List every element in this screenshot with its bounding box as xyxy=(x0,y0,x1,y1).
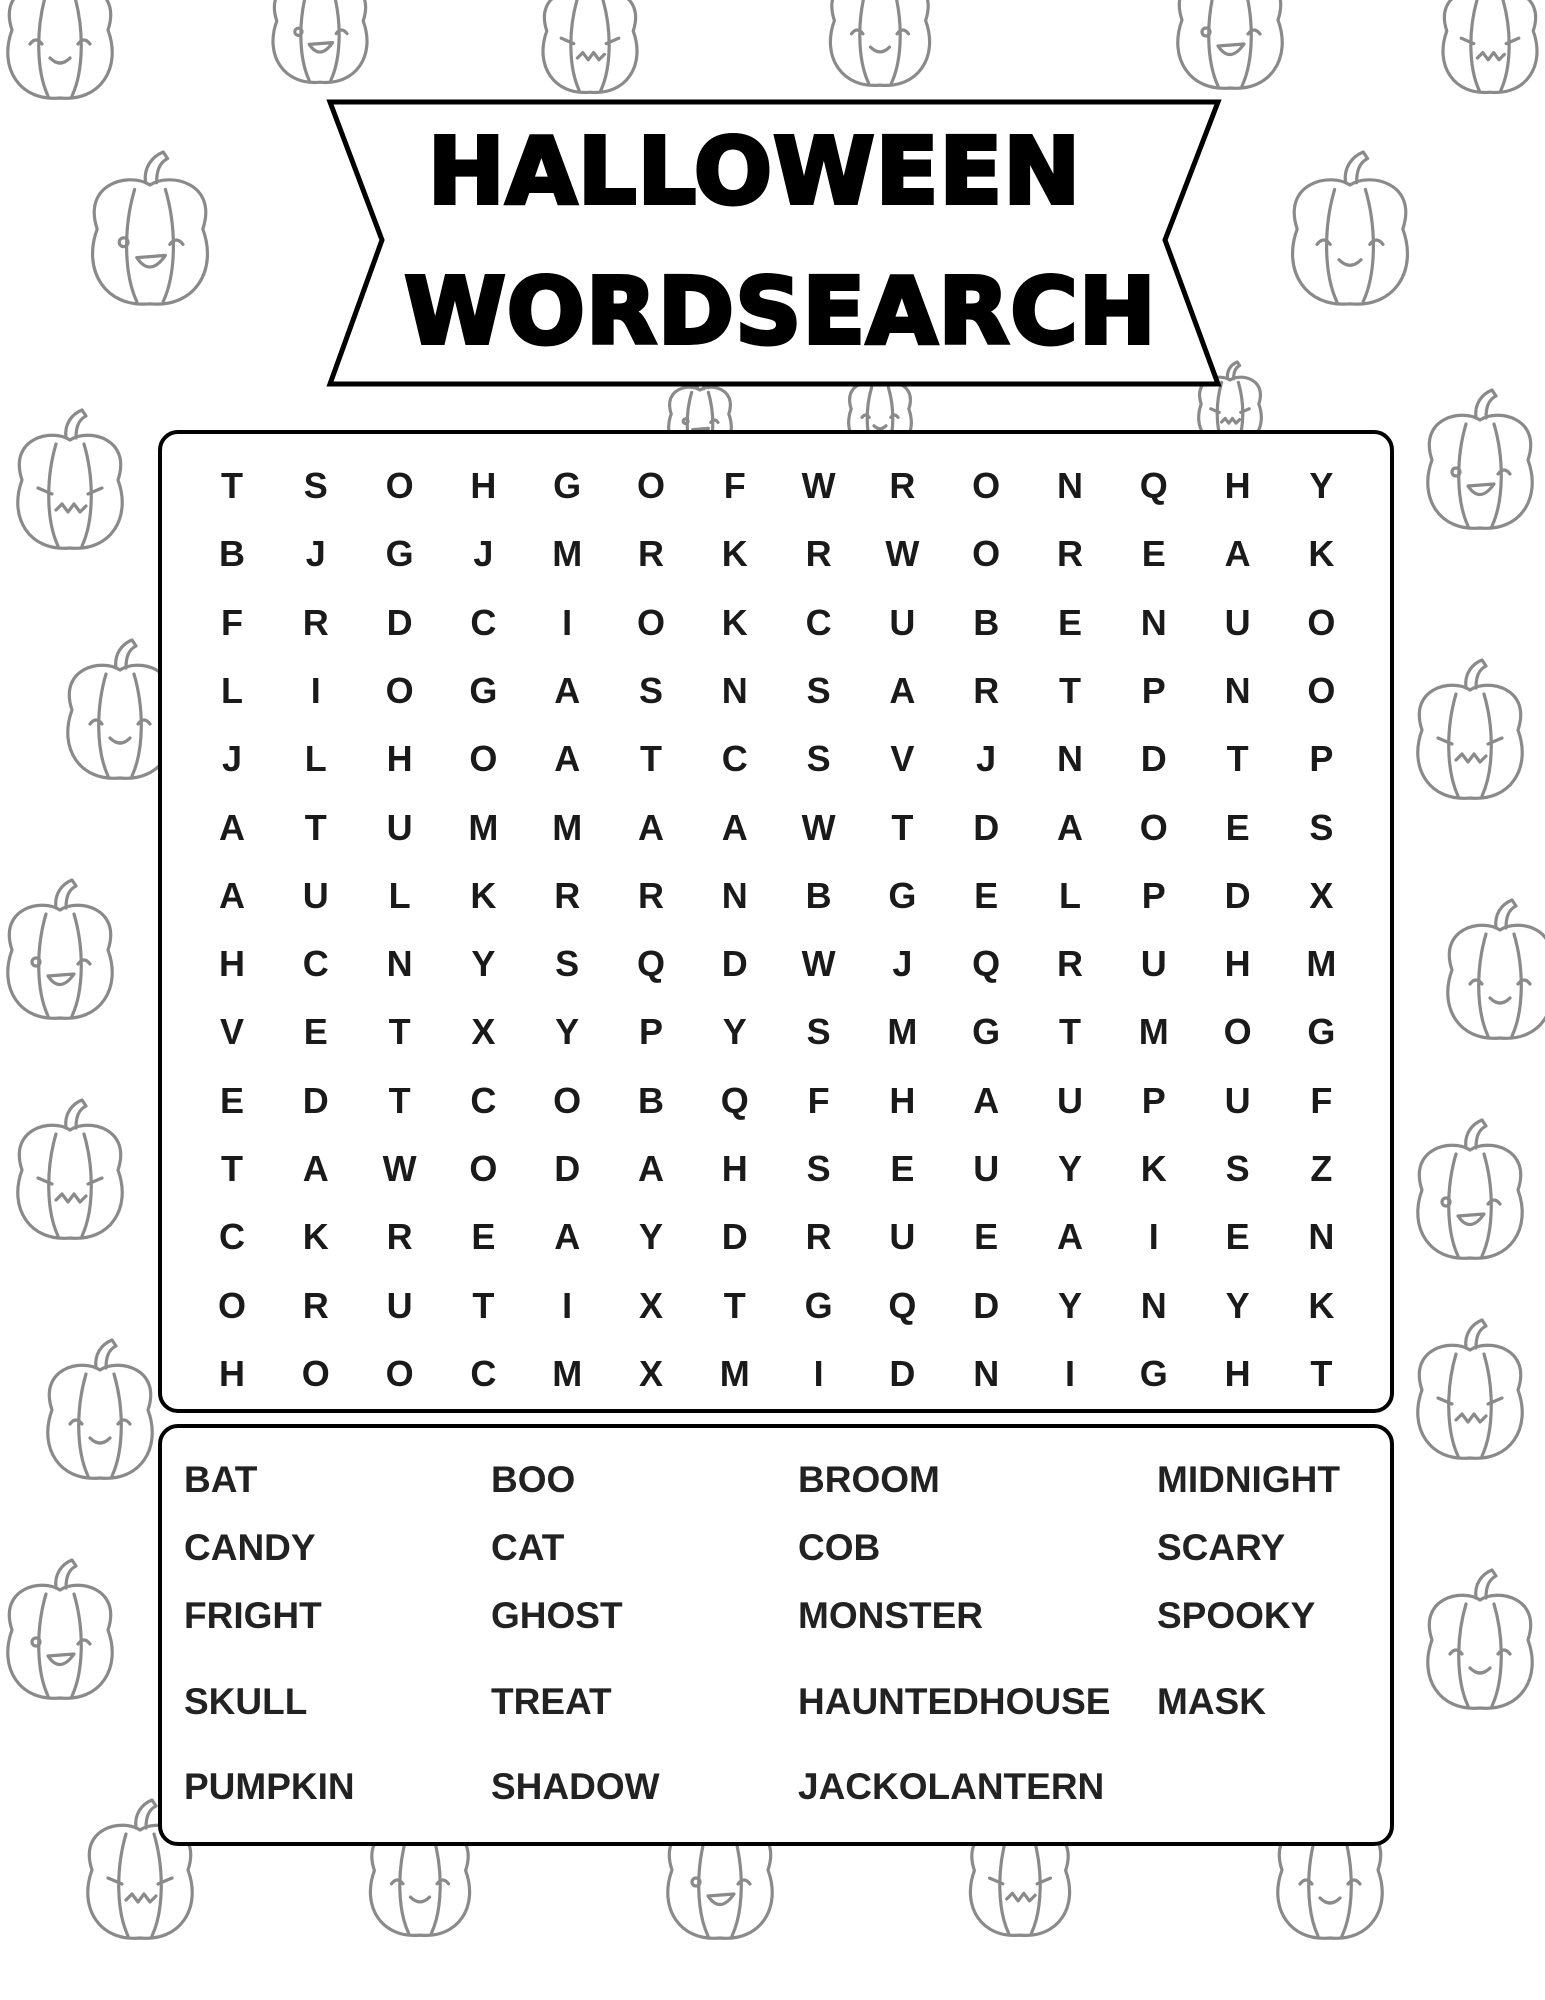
grid-letter[interactable]: U xyxy=(1224,601,1251,643)
grid-letter[interactable]: D xyxy=(721,1216,748,1258)
grid-letter[interactable]: Y xyxy=(471,943,496,985)
grid-letter[interactable]: O xyxy=(972,465,1001,506)
grid-letter[interactable]: T xyxy=(221,465,243,506)
grid-letter[interactable]: F xyxy=(723,465,746,506)
grid-letter[interactable]: W xyxy=(801,943,836,985)
grid-letter[interactable]: R xyxy=(302,601,329,643)
grid-letter[interactable]: L xyxy=(304,738,327,780)
grid-letter[interactable]: L xyxy=(1059,874,1081,916)
grid-letter[interactable]: O xyxy=(1307,669,1336,711)
grid-letter[interactable]: I xyxy=(1064,1352,1075,1394)
grid-letter[interactable]: U xyxy=(1224,1079,1251,1121)
grid-letter[interactable]: T xyxy=(1310,1352,1333,1394)
grid-letter[interactable]: L xyxy=(388,874,411,916)
grid-letter[interactable]: O xyxy=(385,1352,414,1394)
grid-letter[interactable]: C xyxy=(219,1216,245,1258)
grid-letter[interactable]: Y xyxy=(638,1216,663,1258)
grid-letter[interactable]: T xyxy=(723,1284,746,1326)
grid-letter[interactable]: U xyxy=(386,806,413,848)
grid-letter[interactable]: P xyxy=(1141,669,1166,711)
title-line-2: WORDSEARCH xyxy=(404,258,1157,365)
word-list-item: BROOM xyxy=(798,1459,940,1500)
grid-letter[interactable]: T xyxy=(221,1148,243,1189)
grid-letter[interactable]: T xyxy=(1059,669,1081,711)
grid-letter[interactable]: U xyxy=(889,1216,916,1258)
grid-letter[interactable]: O xyxy=(469,1148,498,1189)
grid-letter[interactable]: D xyxy=(721,943,748,985)
grid-letter[interactable]: N xyxy=(386,943,413,985)
letter-grid xyxy=(162,434,1390,1409)
grid-letter[interactable]: U xyxy=(1057,1079,1083,1121)
pumpkin-doodle-icon xyxy=(8,880,112,1018)
grid-letter[interactable]: C xyxy=(805,601,832,643)
grid-letter[interactable]: N xyxy=(1308,1216,1335,1258)
grid-letter[interactable]: F xyxy=(807,1079,830,1121)
grid-letter[interactable]: Y xyxy=(722,1011,747,1053)
grid-letter[interactable]: I xyxy=(813,1352,824,1394)
grid-letter[interactable]: U xyxy=(386,1284,413,1326)
grid-letter[interactable]: P xyxy=(1309,738,1334,780)
grid-letter[interactable]: R xyxy=(973,669,1000,711)
grid-letter[interactable]: O xyxy=(636,601,665,643)
grid-letter[interactable]: K xyxy=(470,874,497,916)
grid-letter[interactable]: F xyxy=(221,601,243,643)
grid-letter[interactable]: N xyxy=(721,874,748,916)
grid-letter[interactable]: A xyxy=(638,806,664,848)
grid-letter[interactable]: N xyxy=(1224,669,1251,711)
grid-letter[interactable]: A xyxy=(1057,806,1083,848)
grid-letter[interactable]: M xyxy=(1306,943,1337,985)
grid-letter[interactable]: P xyxy=(638,1011,663,1053)
grid-letter[interactable]: A xyxy=(1057,1216,1083,1258)
grid-letter[interactable]: K xyxy=(721,601,748,643)
grid-letter[interactable]: D xyxy=(554,1148,581,1189)
grid-letter[interactable]: O xyxy=(636,465,665,506)
grid-letter[interactable]: H xyxy=(721,1148,748,1189)
grid-letter[interactable]: R xyxy=(1057,533,1083,575)
grid-letter[interactable]: S xyxy=(806,1011,831,1053)
grid-letter[interactable]: T xyxy=(388,1011,411,1053)
grid-letter[interactable]: E xyxy=(974,1216,999,1258)
grid-letter[interactable]: E xyxy=(1141,533,1166,575)
grid-letter[interactable]: O xyxy=(385,465,414,506)
grid-letter[interactable]: G xyxy=(804,1284,833,1326)
grid-letter[interactable]: R xyxy=(805,1216,832,1258)
pumpkin-doodle-icon xyxy=(18,1100,122,1238)
grid-letter[interactable]: T xyxy=(472,1284,495,1326)
word-list-item: SPOOKY xyxy=(1157,1595,1316,1636)
pumpkin-doodle-icon xyxy=(1418,660,1522,798)
grid-letter[interactable]: Y xyxy=(1057,1284,1082,1326)
grid-letter[interactable]: W xyxy=(801,806,836,848)
grid-letter[interactable]: S xyxy=(638,669,663,711)
grid-letter[interactable]: R xyxy=(1057,943,1083,985)
pumpkin-doodle-icon xyxy=(18,410,122,548)
word-list-panel xyxy=(158,1424,1394,1846)
pumpkin-doodle-icon xyxy=(8,1560,112,1698)
grid-letter[interactable]: O xyxy=(553,1079,582,1121)
grid-letter[interactable]: F xyxy=(1310,1079,1333,1121)
word-list-item: BOO xyxy=(491,1459,576,1500)
grid-letter[interactable]: P xyxy=(1141,874,1166,916)
word-list-item: TREAT xyxy=(491,1681,612,1722)
grid-letter[interactable]: J xyxy=(221,738,243,780)
grid-letter[interactable]: L xyxy=(221,669,243,711)
word-list-item: CAT xyxy=(491,1527,565,1568)
grid-letter[interactable]: H xyxy=(219,1352,245,1394)
grid-letter[interactable]: A xyxy=(554,738,581,780)
grid-letter[interactable]: A xyxy=(219,874,245,916)
grid-letter[interactable]: D xyxy=(973,806,1000,848)
grid-letter[interactable]: X xyxy=(638,1284,663,1326)
grid-letter[interactable]: H xyxy=(1224,1352,1251,1394)
grid-letter[interactable]: B xyxy=(219,533,245,575)
grid-letter[interactable]: I xyxy=(1148,1216,1159,1258)
grid-letter[interactable]: K xyxy=(721,533,748,575)
grid-letter[interactable]: D xyxy=(973,1284,1000,1326)
grid-letter[interactable]: E xyxy=(471,1216,496,1258)
grid-letter[interactable]: I xyxy=(562,601,573,643)
grid-letter[interactable]: Q xyxy=(720,1079,749,1121)
grid-letter[interactable]: G xyxy=(553,465,582,506)
grid-letter[interactable]: K xyxy=(1308,1284,1335,1326)
word-list-item: COB xyxy=(798,1527,881,1568)
grid-letter[interactable]: P xyxy=(1141,1079,1166,1121)
grid-letter[interactable]: C xyxy=(470,601,497,643)
grid-letter[interactable]: H xyxy=(889,1079,916,1121)
grid-letter[interactable]: E xyxy=(303,1011,328,1053)
grid-letter[interactable]: N xyxy=(1140,1284,1167,1326)
grid-letter[interactable]: C xyxy=(302,943,329,985)
grid-letter[interactable]: J xyxy=(976,738,997,780)
grid-letter[interactable]: R xyxy=(554,874,581,916)
grid-letter[interactable]: H xyxy=(1224,465,1251,506)
word-list-item: JACKOLANTERN xyxy=(798,1766,1105,1807)
grid-letter[interactable]: A xyxy=(638,1148,664,1189)
grid-letter[interactable]: N xyxy=(1057,465,1083,506)
grid-letter[interactable]: U xyxy=(302,874,329,916)
grid-letter[interactable]: E xyxy=(1225,806,1250,848)
grid-letter[interactable]: R xyxy=(386,1216,413,1258)
grid-letter[interactable]: Z xyxy=(1310,1148,1333,1189)
grid-letter[interactable]: E xyxy=(1225,1216,1250,1258)
grid-letter[interactable]: M xyxy=(468,806,499,848)
grid-letter[interactable]: Q xyxy=(636,943,665,985)
word-list-item: MASK xyxy=(1157,1681,1266,1722)
grid-letter[interactable]: M xyxy=(552,533,583,575)
grid-letter[interactable]: G xyxy=(385,533,414,575)
grid-letter[interactable]: Y xyxy=(1309,465,1334,506)
grid-letter[interactable]: O xyxy=(217,1284,246,1326)
grid-letter[interactable]: I xyxy=(562,1284,573,1326)
grid-letter[interactable]: S xyxy=(303,465,328,506)
grid-letter[interactable]: V xyxy=(890,738,915,780)
grid-letter[interactable]: Q xyxy=(888,1284,917,1326)
grid-letter[interactable]: Y xyxy=(555,1011,580,1053)
grid-letter[interactable]: A xyxy=(973,1079,1000,1121)
grid-letter[interactable]: S xyxy=(806,669,831,711)
grid-letter[interactable]: M xyxy=(552,806,583,848)
pumpkin-doodle-icon xyxy=(1448,900,1545,1038)
grid-letter[interactable]: S xyxy=(806,738,831,780)
grid-letter[interactable]: J xyxy=(892,943,913,985)
grid-letter[interactable]: M xyxy=(1138,1011,1169,1053)
grid-letter[interactable]: N xyxy=(973,1352,1000,1394)
grid-letter[interactable]: T xyxy=(388,1079,411,1121)
grid-letter[interactable]: M xyxy=(552,1352,583,1394)
grid-letter[interactable]: O xyxy=(1223,1011,1252,1053)
grid-letter[interactable]: O xyxy=(1139,806,1168,848)
grid-letter[interactable]: T xyxy=(304,806,327,848)
grid-letter[interactable]: A xyxy=(1224,533,1251,575)
grid-letter[interactable]: G xyxy=(469,669,498,711)
grid-letter[interactable]: H xyxy=(1224,943,1251,985)
grid-letter[interactable]: A xyxy=(219,806,245,848)
grid-letter[interactable]: U xyxy=(889,601,916,643)
word-list-item: MONSTER xyxy=(798,1595,983,1636)
grid-letter[interactable]: S xyxy=(1309,806,1334,848)
word-list-item: MIDNIGHT xyxy=(1157,1459,1340,1500)
grid-letter[interactable]: S xyxy=(806,1148,831,1189)
word-list-item: GHOST xyxy=(491,1595,623,1636)
grid-letter[interactable]: C xyxy=(721,738,748,780)
grid-letter[interactable]: R xyxy=(638,533,664,575)
grid-letter[interactable]: V xyxy=(219,1011,244,1053)
grid-letter[interactable]: T xyxy=(1059,1011,1081,1053)
grid-letter[interactable]: C xyxy=(470,1079,497,1121)
grid-letter[interactable]: C xyxy=(470,1352,497,1394)
grid-letter[interactable]: G xyxy=(972,1011,1001,1053)
grid-letter[interactable]: M xyxy=(887,1011,918,1053)
pumpkin-doodle-icon xyxy=(1418,1120,1522,1258)
grid-letter[interactable]: E xyxy=(1057,601,1082,643)
grid-letter[interactable]: R xyxy=(302,1284,329,1326)
grid-letter[interactable]: R xyxy=(805,533,832,575)
grid-letter[interactable]: S xyxy=(1225,1148,1250,1189)
pumpkin-doodle-icon xyxy=(48,1340,152,1478)
grid-letter[interactable]: W xyxy=(885,533,920,575)
pumpkin-doodle-icon xyxy=(1428,1570,1532,1708)
grid-letter[interactable]: D xyxy=(386,601,413,643)
grid-letter[interactable]: A xyxy=(302,1148,329,1189)
grid-letter[interactable]: U xyxy=(973,1148,1000,1189)
grid-letter[interactable]: G xyxy=(1139,1352,1168,1394)
grid-letter[interactable]: X xyxy=(471,1011,496,1053)
grid-letter[interactable]: D xyxy=(1140,738,1167,780)
grid-letter[interactable]: K xyxy=(1140,1148,1167,1189)
grid-letter[interactable]: G xyxy=(888,874,917,916)
grid-letter[interactable]: X xyxy=(638,1352,663,1394)
grid-letter[interactable]: K xyxy=(302,1216,329,1258)
grid-letter[interactable]: H xyxy=(386,738,413,780)
grid-letter[interactable]: R xyxy=(638,874,664,916)
grid-letter[interactable]: Q xyxy=(1139,465,1168,506)
grid-letter[interactable]: A xyxy=(889,669,916,711)
pumpkin-doodle-icon xyxy=(1428,390,1532,528)
grid-letter[interactable]: H xyxy=(470,465,497,506)
grid-letter[interactable]: O xyxy=(301,1352,330,1394)
grid-letter[interactable]: H xyxy=(219,943,245,985)
grid-letter[interactable]: O xyxy=(1307,601,1336,643)
pumpkin-doodle-icon xyxy=(1418,1320,1522,1458)
grid-letter[interactable]: B xyxy=(805,874,832,916)
grid-letter[interactable]: J xyxy=(473,533,494,575)
grid-letter[interactable]: X xyxy=(1309,874,1334,916)
word-list-item: PUMPKIN xyxy=(184,1766,355,1807)
grid-letter[interactable]: O xyxy=(469,738,498,780)
grid-letter[interactable]: T xyxy=(1226,738,1249,780)
grid-letter[interactable]: K xyxy=(1308,533,1335,575)
grid-letter[interactable]: T xyxy=(891,806,914,848)
grid-letter[interactable]: E xyxy=(890,1148,915,1189)
grid-letter[interactable]: W xyxy=(382,1148,417,1189)
grid-letter[interactable]: B xyxy=(973,601,1000,643)
word-list-item: SHADOW xyxy=(491,1766,660,1807)
grid-letter[interactable]: D xyxy=(1224,874,1251,916)
grid-letter[interactable]: U xyxy=(1140,943,1167,985)
grid-letter[interactable]: O xyxy=(385,669,414,711)
grid-letter[interactable]: T xyxy=(640,738,662,780)
grid-letter[interactable]: B xyxy=(638,1079,664,1121)
grid-letter[interactable]: M xyxy=(719,1352,750,1394)
grid-letter[interactable]: A xyxy=(554,1216,581,1258)
word-list-item: HAUNTEDHOUSE xyxy=(798,1681,1111,1722)
letter-grid-panel xyxy=(158,430,1394,1413)
grid-letter[interactable]: E xyxy=(974,874,999,916)
grid-letter[interactable]: A xyxy=(721,806,748,848)
word-list-item: SCARY xyxy=(1157,1527,1286,1568)
word-list-item: SKULL xyxy=(184,1681,308,1722)
grid-letter[interactable]: N xyxy=(1057,738,1083,780)
grid-letter[interactable]: N xyxy=(721,669,748,711)
grid-letter[interactable]: J xyxy=(305,533,326,575)
word-list-item: FRIGHT xyxy=(184,1595,322,1636)
grid-letter[interactable]: D xyxy=(302,1079,329,1121)
title-line-1: HALLOWEEN xyxy=(427,118,1082,225)
grid-letter[interactable]: R xyxy=(889,465,916,506)
grid-letter[interactable]: I xyxy=(310,669,321,711)
word-list-item: BAT xyxy=(184,1459,258,1500)
grid-letter[interactable]: A xyxy=(554,669,581,711)
grid-letter[interactable]: O xyxy=(972,533,1001,575)
pumpkin-doodle-icon xyxy=(68,640,172,778)
grid-letter[interactable]: Q xyxy=(972,943,1001,985)
grid-letter[interactable]: Y xyxy=(1225,1284,1250,1326)
grid-letter[interactable]: S xyxy=(555,943,580,985)
grid-letter[interactable]: N xyxy=(1140,601,1167,643)
grid-letter[interactable]: G xyxy=(1307,1011,1336,1053)
grid-letter[interactable]: D xyxy=(889,1352,916,1394)
word-list-item: CANDY xyxy=(184,1527,316,1568)
grid-letter[interactable]: Y xyxy=(1057,1148,1082,1189)
grid-letter[interactable]: W xyxy=(801,465,836,506)
grid-letter[interactable]: E xyxy=(219,1079,244,1121)
